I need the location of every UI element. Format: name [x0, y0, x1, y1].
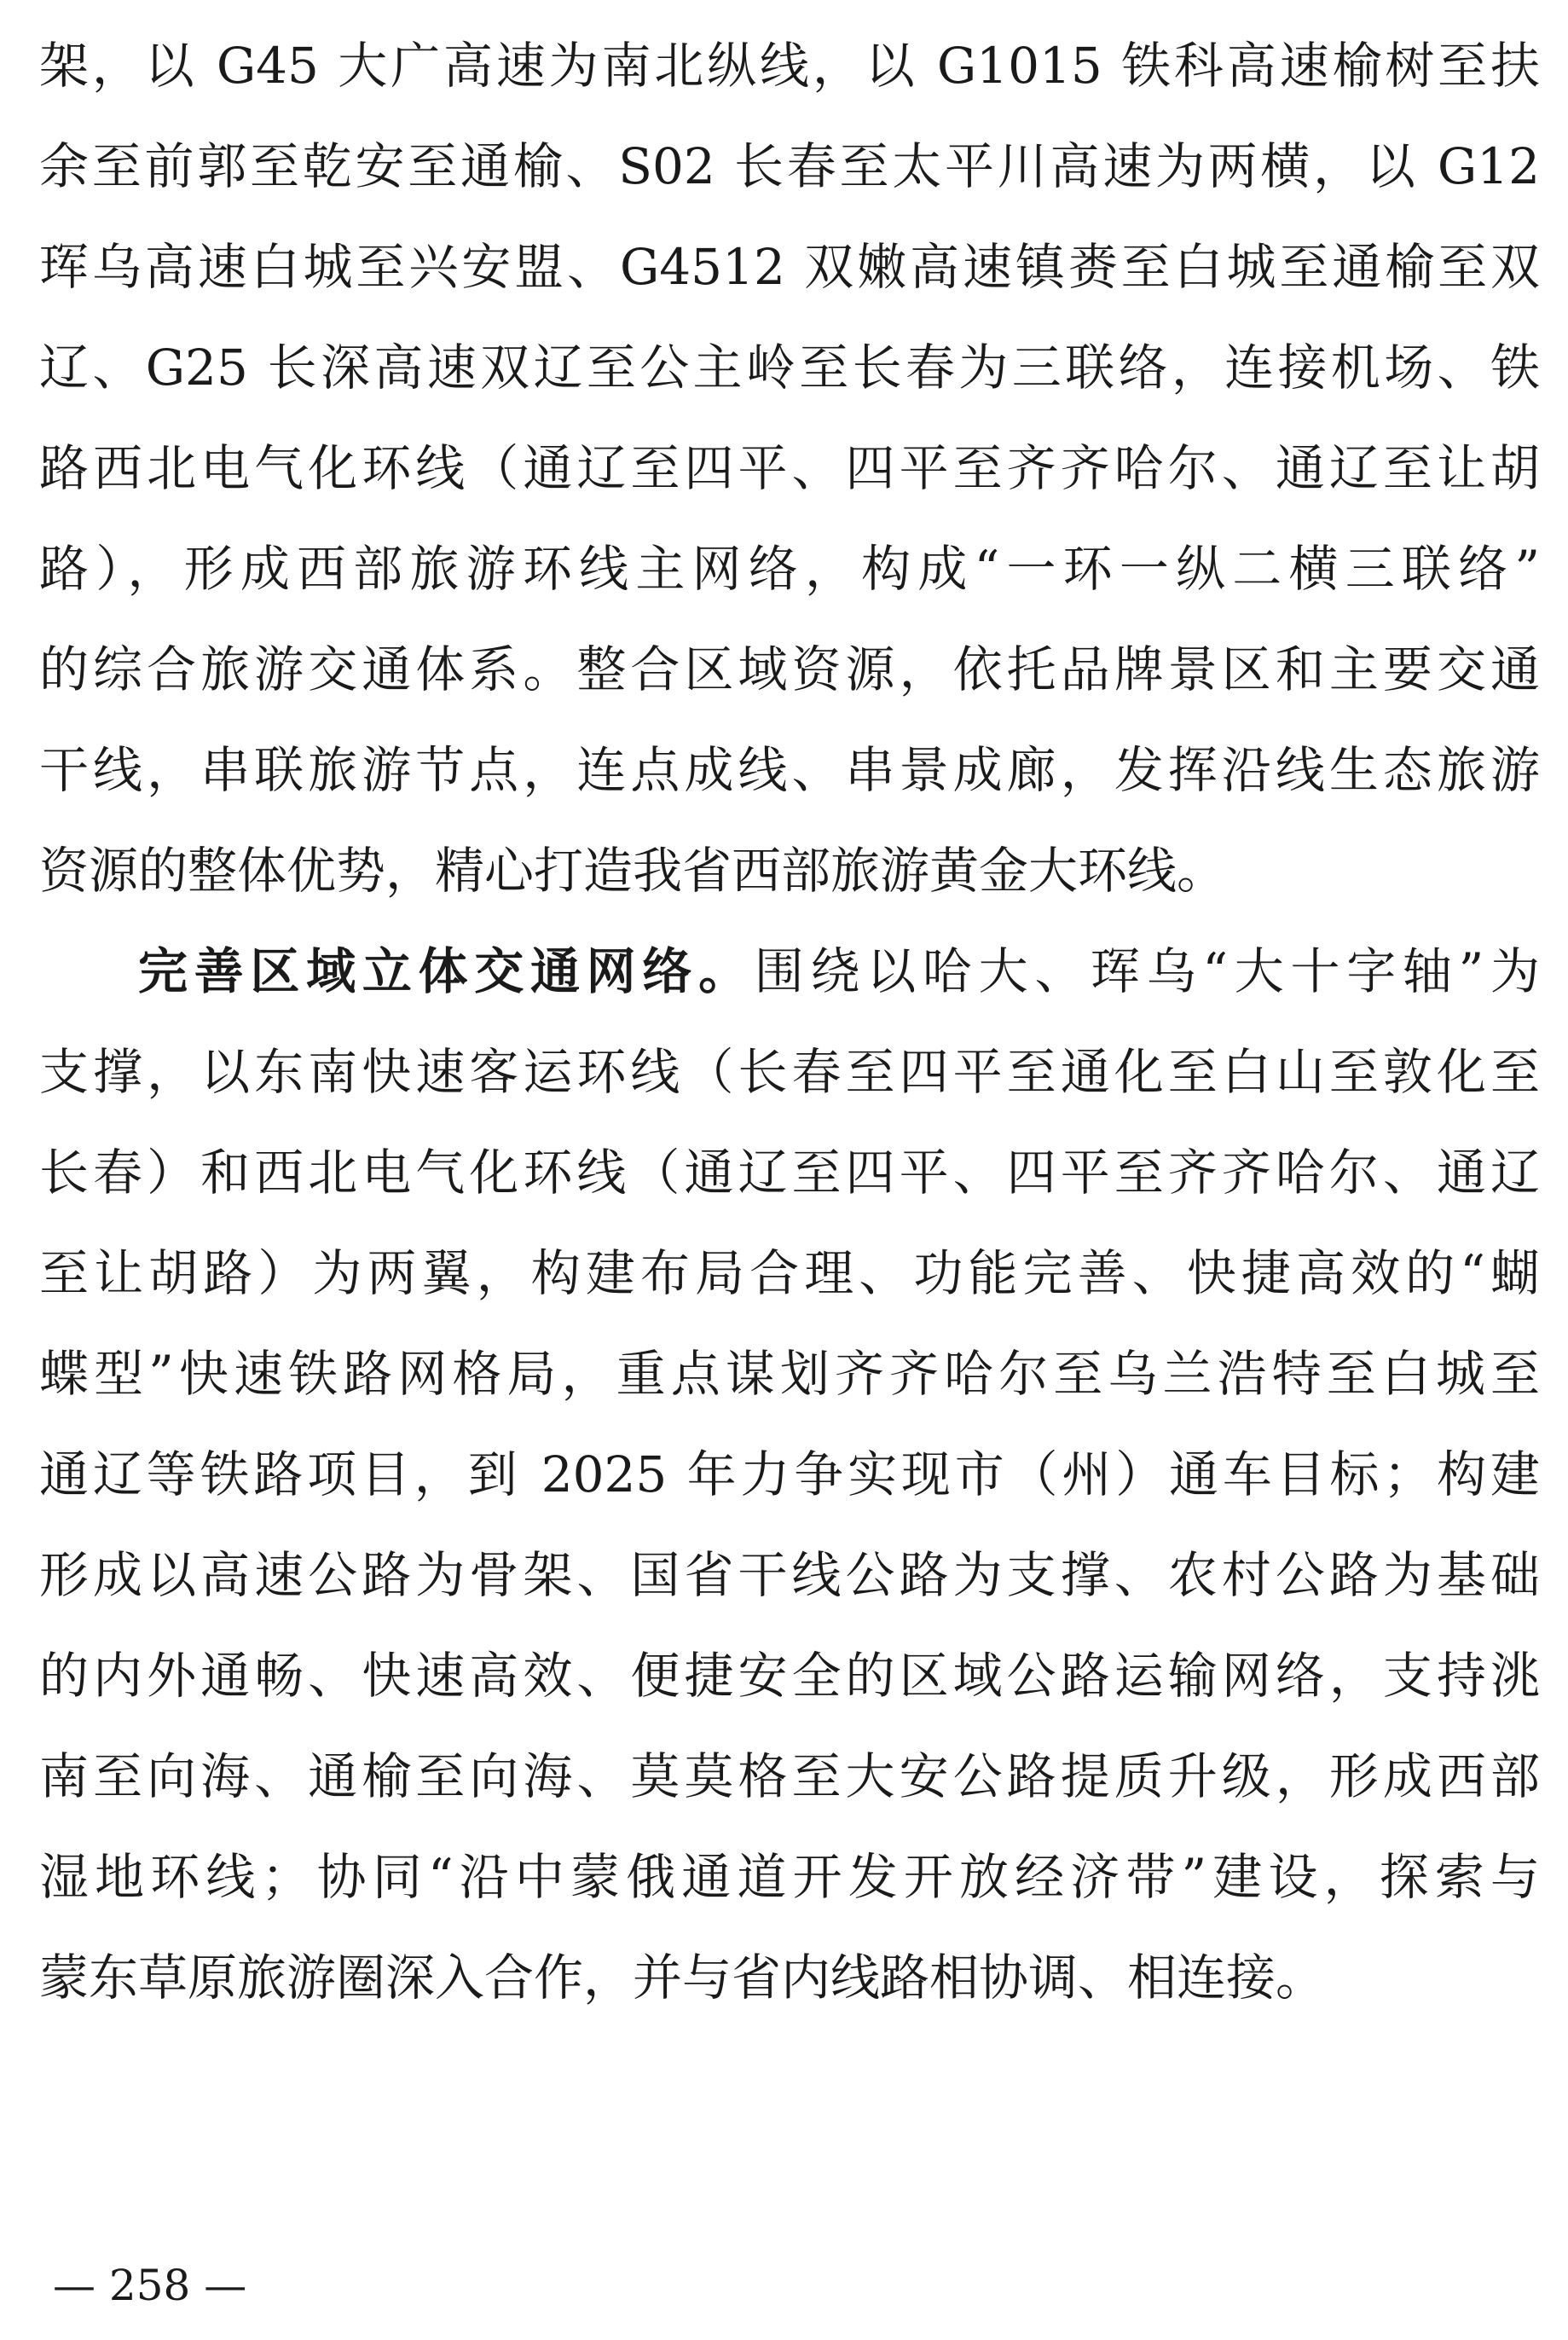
text-line: 湿地环线；协同“沿中蒙俄通道开发开放经济带”建设，探索与 [39, 1848, 1540, 1906]
text-line: 珲乌高速白城至兴安盟、G4512 双嫩高速镇赉至白城至通榆至双 [39, 238, 1540, 296]
paragraph-regional-transport-network [39, 921, 1540, 2028]
text-line: 辽、G25 长深高速双辽至公主岭至长春为三联络，连接机场、铁 [39, 339, 1540, 397]
text-line: 南至向海、通榆至向海、莫莫格至大安公路提质升级，形成西部 [39, 1747, 1540, 1805]
text-line: 架，以 G45 大广高速为南北纵线，以 G1015 铁科高速榆树至扶 [39, 37, 1540, 95]
text-line: 通辽等铁路项目，到 2025 年力争实现市（州）通车目标；构建 [39, 1445, 1540, 1503]
text-line: 的内外通畅、快速高效、便捷安全的区域公路运输网络，支持洮 [39, 1647, 1540, 1705]
text-line: 路），形成西部旅游环线主网络，构成“一环一纵二横三联络” [39, 540, 1540, 598]
text-line: 支撑，以东南快速客运环线（长春至四平至通化至白山至敦化至 [39, 1043, 1540, 1101]
text-line: 至让胡路）为两翼，构建布局合理、功能完善、快捷高效的“蝴 [39, 1244, 1540, 1302]
text-line: 形成以高速公路为骨架、国省干线公路为支撑、农村公路为基础 [39, 1546, 1540, 1604]
text-line: 资源的整体优势，精心打造我省西部旅游黄金大环线。 [39, 842, 1227, 900]
text-line: 干线，串联旅游节点，连点成线、串景成廊，发挥沿线生态旅游 [39, 741, 1540, 799]
text-line: 的综合旅游交通体系。整合区域资源，依托品牌景区和主要交通 [39, 640, 1540, 698]
text-line: 长春）和西北电气化环线（通辽至四平、四平至齐齐哈尔、通辽 [39, 1144, 1540, 1202]
text-line: 余至前郭至乾安至通榆、S02 长春至太平川高速为两横，以 G12 [39, 137, 1540, 195]
paragraph-heading: 完善区域立体交通网络。 [138, 942, 755, 1000]
text-span: 围绕以哈大、珲乌“大十字轴”为 [754, 942, 1540, 1000]
text-line: 蒙东草原旅游圈深入合作，并与省内线路相协调、相连接。 [39, 1949, 1326, 2007]
paragraph-first-line [39, 921, 1540, 1022]
text-line: 路西北电气化环线（通辽至四平、四平至齐齐哈尔、通辽至让胡 [39, 439, 1540, 497]
paragraph-western-tourism-loop [39, 15, 1540, 921]
body-text [39, 15, 1540, 2028]
text-line: 蝶型”快速铁路网格局，重点谋划齐齐哈尔至乌兰浩特至白城至 [39, 1345, 1540, 1403]
page-number: — 258 — [53, 2261, 247, 2310]
